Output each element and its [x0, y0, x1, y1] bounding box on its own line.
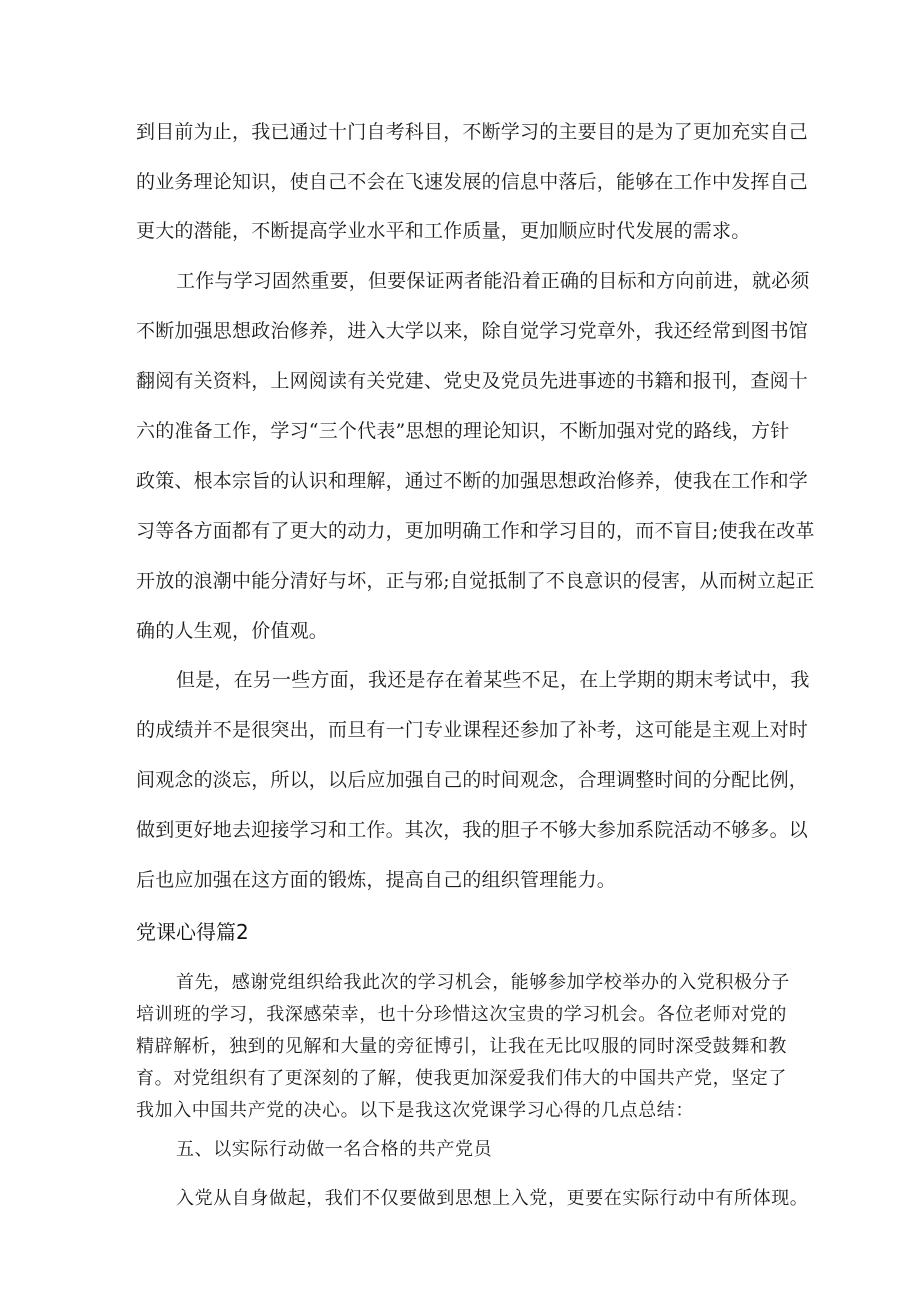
paragraph-line: 五、以实际行动做一名合格的共产党员 [176, 1139, 493, 1160]
paragraph-line: 的业务理论知识，使自己不会在飞速发展的信息中落后，能够在工作中发挥自己 [136, 171, 809, 193]
paragraph-line: 习等各方面都有了更大的动力，更加明确工作和学习目的，而不盲目;使我在改革 [136, 520, 815, 542]
paragraph-line: 政策、根本宗旨的认识和理解，通过不断的加强思想政治修养，使我在工作和学 [136, 470, 809, 492]
paragraph-line: 间观念的淡忘，所以，以后应加强自己的时间观念，合理调整时间的分配比例， [136, 769, 809, 791]
paragraph-line: 但是，在另一些方面，我还是存在着某些不足，在上学期的期末考试中，我 [176, 669, 810, 691]
paragraph-line: 不断加强思想政治修养，进入大学以来，除自觉学习党章外，我还经常到图书馆 [136, 320, 809, 342]
paragraph-line: 翻阅有关资料，上网阅读有关党建、党史及党员先进事迹的书籍和报刊，查阅十 [136, 370, 809, 392]
paragraph-line: 培训班的学习，我深感荣幸，也十分珍惜这次宝贵的学习机会。各位老师对党的 [136, 1004, 787, 1025]
paragraph-line: 入党从自身做起，我们不仅要做到思想上入党，更要在实际行动中有所体现。 [176, 1188, 809, 1209]
paragraph-line: 到目前为止，我已通过十门自考科目，不断学习的主要目的是为了更加充实自己 [136, 121, 809, 143]
paragraph-line: 我加入中国共产党的决心。以下是我这次党课学习心得的几点总结： [136, 1100, 694, 1121]
paragraph-line: 育。对党组织有了更深刻的了解，使我更加深爱我们伟大的中国共产党，坚定了 [136, 1068, 787, 1089]
paragraph-line: 六的准备工作，学习“三个代表”思想的理论知识，不断加强对党的路线，方针 [136, 420, 790, 442]
paragraph-line: 后也应加强在这方面的锻炼，提高自己的组织管理能力。 [136, 869, 617, 891]
paragraph-line: 精辟解析，独到的见解和大量的旁征博引，让我在无比叹服的同时深受鼓舞和教 [136, 1036, 787, 1057]
paragraph-line: 首先，感谢党组织给我此次的学习机会，能够参加学校举办的入党积极分子 [176, 972, 790, 993]
section-heading: 党课心得篇2 [136, 920, 249, 944]
paragraph-line: 开放的浪潮中能分清好与坏，正与邪;自觉抵制了不良意识的侵害，从而树立起正 [136, 570, 815, 592]
paragraph-line: 做到更好地去迎接学习和工作。其次，我的胆子不够大参加系院活动不够多。以 [136, 819, 809, 841]
paragraph-line: 工作与学习固然重要，但要保证两者能沿着正确的目标和方向前进，就必须 [176, 270, 810, 292]
paragraph-line: 的成绩并不是很突出，而旦有一门专业课程还参加了补考，这可能是主观上对时 [136, 719, 809, 741]
paragraph-line: 更大的潜能，不断提高学业水平和工作质量，更加顺应时代发展的需求。 [136, 220, 751, 242]
paragraph-line: 确的人生观，价值观。 [136, 620, 329, 642]
